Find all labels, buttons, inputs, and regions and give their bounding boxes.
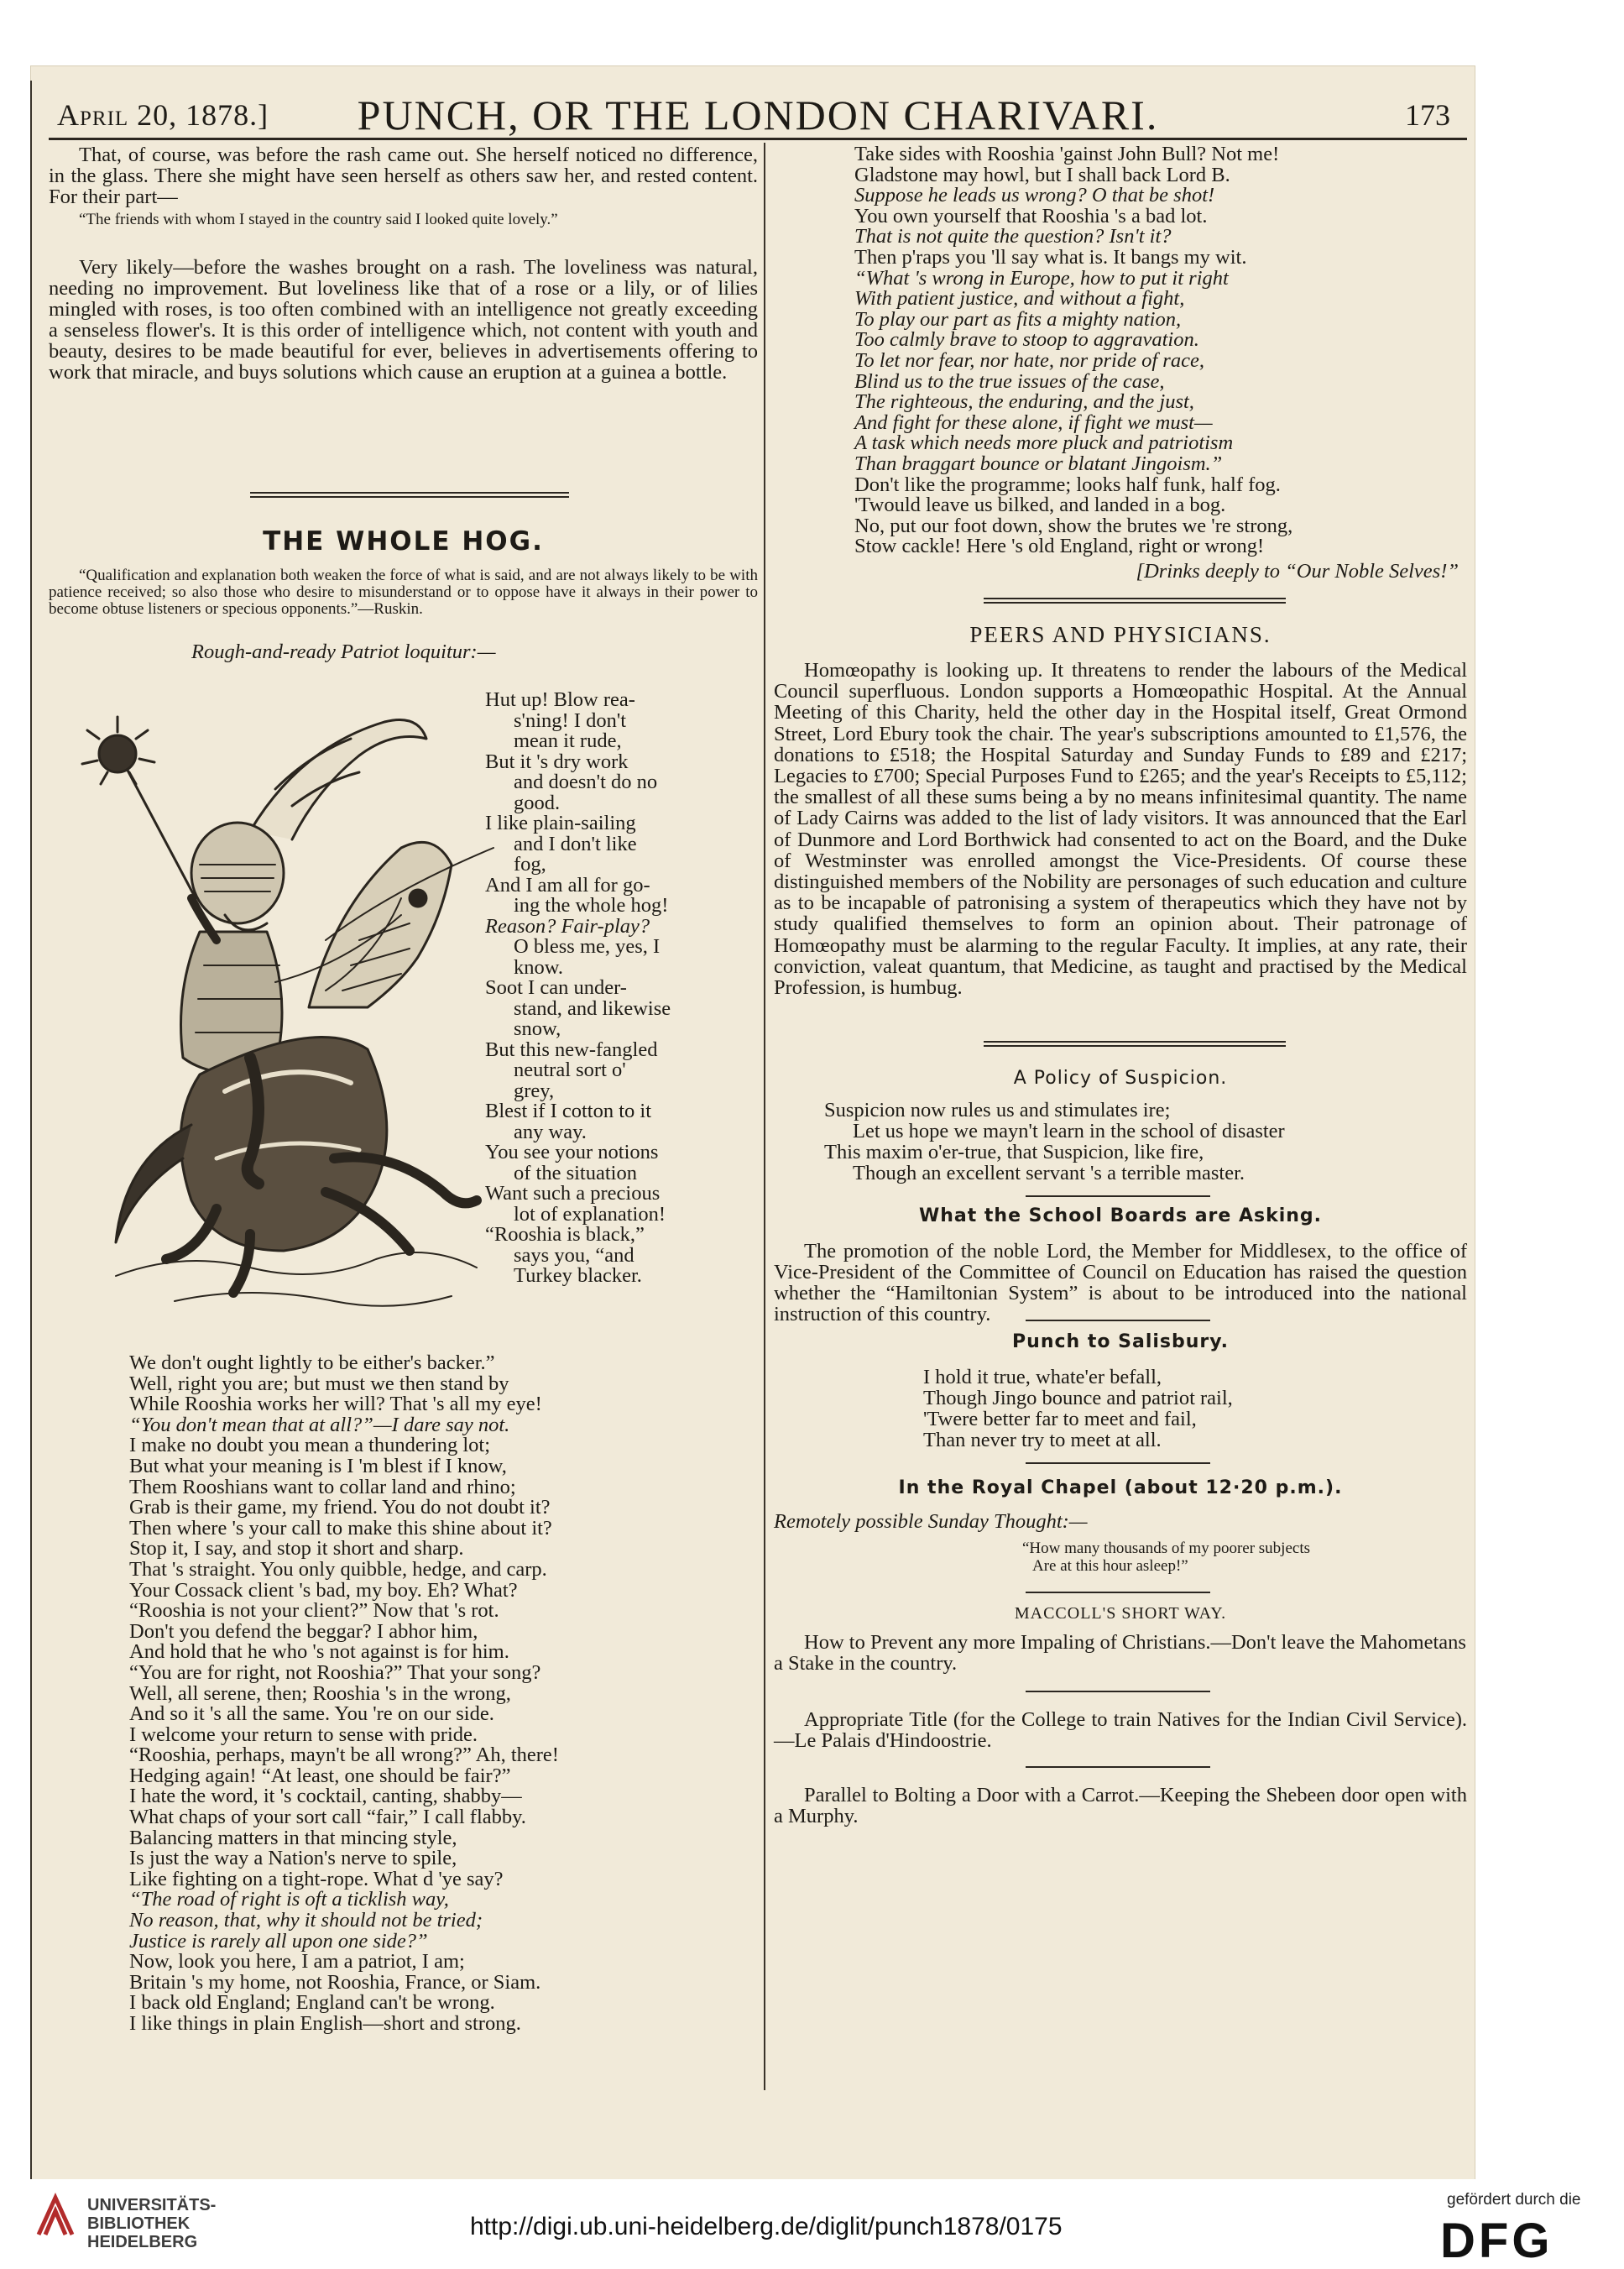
- masthead-title: PUNCH, OR THE LONDON CHARIVARI.: [357, 91, 1159, 139]
- salisbury-verse: I hold it true, whate'er befall, Though Jingo bounce and patriot rail, 'Twere better far to meet and fail, Than never try to meet at all.: [923, 1366, 1233, 1451]
- section-divider: [984, 598, 1286, 604]
- divider: [1026, 1766, 1210, 1768]
- school-boards-title: What the School Boards are Asking.: [918, 1205, 1323, 1226]
- intro-quote: “The friends with whom I stayed in the country said I looked quite lovely.”: [79, 211, 558, 228]
- whole-hog-title: THE WHOLE HOG.: [263, 526, 544, 557]
- running-header: [49, 87, 1467, 138]
- parallel-paragraph: Parallel to Bolting a Door with a Carrot.—Keeping the Shebeen door open with a Murphy.: [774, 1784, 1467, 1827]
- divider: [1026, 1691, 1210, 1692]
- divider: [1026, 1195, 1210, 1197]
- divider: [1026, 1592, 1210, 1593]
- suspicion-title: A Policy of Suspicion.: [1013, 1068, 1228, 1089]
- peers-title: PEERS AND PHYSICIANS.: [969, 622, 1272, 647]
- maccoll-title: MACCOLL'S SHORT WAY.: [1014, 1604, 1227, 1623]
- divider: [1026, 1462, 1210, 1464]
- verse-beside-illustration: Hut up! Blow rea- s'ning! I don't mean it rude, But it 's dry work and doesn't do no good. I like plain-sailing and I don't like fog, And I am all for go- ing the whole hog! Reason? Fair-play? O bless me, yes, I know. Soot I can under- stand, and likewise snow, But this new-fangled neutral sort o' grey, Blest if I cotton to it any way. You see your notions of the situation Want such a precious lot of explanation! “Rooshia is black,” says you, “and Turkey blacker.: [485, 688, 671, 1287]
- ruskin-epigraph: “Qualification and explanation both weaken the force of what is said, and are not always likely to be with patience received; so also those who desire to misunderstand or to oppose have it always in their power to become obtuse listeners or specious opponents.”—Ruskin.: [49, 567, 758, 618]
- divider: [1026, 1320, 1210, 1321]
- intro-paragraph: That, of course, was before the rash came out. She herself noticed no difference, in the glass. There she might have seen herself as others saw her, and rested content. For their part—: [49, 144, 758, 208]
- column-rule: [764, 143, 765, 2090]
- stage-direction: [Drinks deeply to “Our Noble Selves!”: [1136, 560, 1459, 583]
- royal-chapel-subtitle: Remotely possible Sunday Thought:—: [774, 1510, 1088, 1533]
- loquitur-line: Rough-and-ready Patriot loquitur:—: [191, 640, 496, 663]
- section-divider: [250, 492, 569, 498]
- knight-on-horse-illustration: [57, 688, 527, 1326]
- university-library-logo-icon: [34, 2191, 81, 2241]
- source-url-link[interactable]: http://digi.ub.uni-heidelberg.de/diglit/punch1878/0175: [470, 2213, 1063, 2240]
- section-divider: [984, 1041, 1286, 1047]
- royal-chapel-title: In the Royal Chapel (about 12·20 p.m.).: [898, 1477, 1343, 1498]
- funded-by-label: gefördert durch die: [1447, 2191, 1581, 2209]
- suspicion-verse: Suspicion now rules us and stimulates ire; Let us hope we mayn't learn in the school of disaster This maxim o'er-true, that Suspicion, like fire, Though an excellent servant 's a terrible master.: [824, 1099, 1285, 1184]
- page-number: 173: [1405, 98, 1450, 132]
- dfg-logo: DFG: [1440, 2214, 1554, 2268]
- school-boards-paragraph: The promotion of the noble Lord, the Member for Middlesex, to the office of Vice-President of the Committee of Council on Education has raised the question whether the “Hamiltonian System” is about to be introduced into the national instruction of this country.: [774, 1240, 1467, 1325]
- royal-chapel-quote: “How many thousands of my poorer subjects Are at this hour asleep!”: [1022, 1540, 1310, 1575]
- header-rule: [49, 138, 1467, 140]
- appropriate-title-paragraph: Appropriate Title (for the College to train Natives for the Indian Civil Service).—Le Palais d'Hindoostrie.: [774, 1708, 1467, 1752]
- issue-date: April 20, 1878.]: [57, 98, 269, 132]
- maccoll-paragraph: How to Prevent any more Impaling of Christians.—Don't leave the Mahometans a Stake in the country.: [774, 1631, 1466, 1675]
- salisbury-title: Punch to Salisbury.: [1012, 1331, 1229, 1352]
- intro-paragraph-2: Very likely—before the washes brought on a rash. The loveliness was natural, needing no improvement. But loveliness like that of a rose or a lily, or of lilies mingled with roses, is too often combined with an intelligence not greatly exceeding a senseless flower's. It is this order of intelligence which, not content with youth and beauty, desires to be made beautiful for ever, believes in advertisements offering to work that miracle, and buys solutions which cause an eruption at a guinea a bottle.: [49, 256, 758, 384]
- whole-hog-verse: We don't ought lightly to be either's backer.” Well, right you are; but must we then stand by While Rooshia works her will? That 's all my eye! “You don't mean that at all?”—I dare say not. I make no doubt you mean a thundering lot; But what your meaning is I 'm blest if I know, Them Rooshians want to collar land and rhino; Grab is their game, my friend. You do not doubt it? Then where 's your call to make this shine about it? Stop it, I say, and stop it short and sharp. That 's straight. You only quibble, hedge, and carp. Your Cossack client 's bad, my boy. Eh? What? “Rooshia is not your client?” Now that 's rot. Don't you defend the beggar? I abhor him, And hold that he who 's not against is for him. “You are for right, not Rooshia?” That your song? Well, all serene, then; Rooshia 's in the wrong, And so it 's all the same. You 're on our side. I welcome your return to sense with pride. “Rooshia, perhaps, mayn't be all wrong?” Ah, there! Hedging again! “At least, one should be fair?” I hate the word, it 's cocktail, canting, shabby— What chaps of your sort call “fair,” I call flabby. Balancing matters in that mincing style, Is just the way a Nation's nerve to spile, Like fighting on a tight-rope. What d 'ye say? “The road of right is oft a ticklish way, No reason, that, why it should not be tried; Justice is rarely all upon one side?” Now, look you here, I am a patriot, I am; Britain 's my home, not Rooshia, France, or Siam. I back old England; England can't be wrong. I like things in plain English—short and strong.: [129, 1351, 559, 2035]
- whole-hog-verse-continued: Take sides with Rooshia 'gainst John Bull? Not me! Gladstone may howl, but I shall back Lord B. Suppose he leads us wrong? O that be shot! You own yourself that Rooshia 's a bad lot. That is not quite the question? Isn't it? Then p'raps you 'll say what is. It bangs my wit. “What 's wrong in Europe, how to put it right With patient justice, and without a fight, To play our part as fits a mighty nation, Too calmly brave to stoop to aggravation. To let nor fear, nor hate, nor pride of race, Blind us to the true issues of the case, The righteous, the enduring, and the just, And fight for these alone, if fight we must— A task which needs more pluck and patriotism Than braggart bounce or blatant Jingoism.” Don't like the programme; looks half funk, half fog. 'Twould leave us bilked, and landed in a bog. No, put our foot down, show the brutes we 're strong, Stow cackle! Here 's old England, right or wrong!: [854, 143, 1293, 558]
- library-logo-text: UNIVERSITÄTS- BIBLIOTHEK HEIDELBERG: [87, 2196, 217, 2251]
- peers-paragraph: Homœopathy is looking up. It threatens to render the labours of the Medical Council superfluous. London supports a Homœopathic Hospital. At the Annual Meeting of this Charity, held the other day in the Hospital itself, Great Ormond Street, Lord Ebury took the chair. The year's subscriptions amounted to £1,576, the donations to £518; the Hospital Saturday and Sunday Funds to £89 and £217; Legacies to £700; Special Purposes Fund to £265; and the year's Receipts to £5,112; the smallest of all these sums being a by no means infinitesimal quantity. The name of Lady Cairns was added to the list of lady visitors. It was announced that the Earl of Dunmore and Lord Borthwick had consented to act on the Board, and the Duke of Westminster was enrolled amongst the Vice-Presidents. Of course these distinguished members of the Nobility are personages of such education and culture as to be incapable of patronising a system of therapeutics which they have not by study qualified themselves to form an opinion about. Their patronage of Homœopathy must be alarming to the regular Faculty. It implies, at any rate, their conviction, valeat quantum, that Medicine, as taught and practised by the Medical Profession, is humbug.: [774, 659, 1467, 1000]
